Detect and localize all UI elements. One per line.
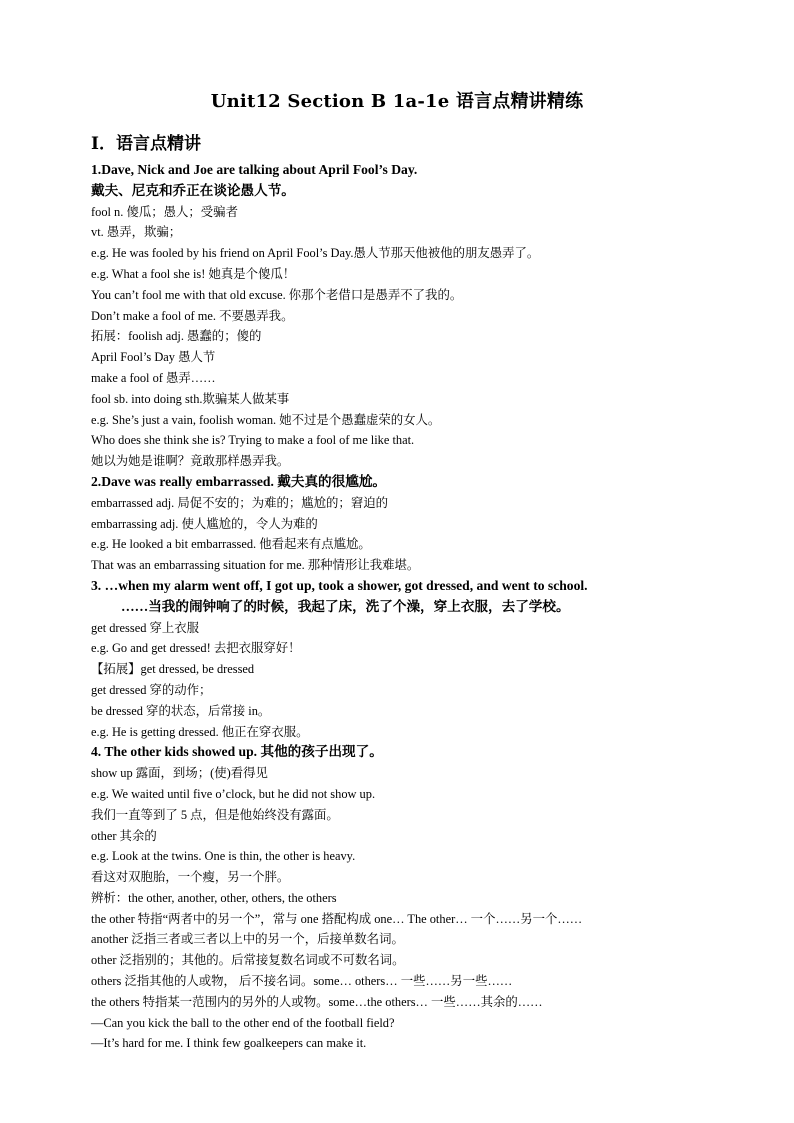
text-line: 她以为她是谁啊？竟敢那样愚弄我。 xyxy=(91,454,290,469)
text-line: embarrassed adj. 局促不安的；为难的；尴尬的；窘迫的 xyxy=(91,495,388,510)
text-line: —It’s hard for me. I think few goalkeepers can make it. xyxy=(91,1036,367,1051)
text-line: e.g. Look at the twins. One is thin, the other is heavy. xyxy=(91,849,356,864)
text-line: other 泛指别的；其他的。后常接复数名词或不可数名词。 xyxy=(91,953,405,968)
text-line: Don’t make a fool of me. 不要愚弄我。 xyxy=(91,308,294,323)
text-line: the other 特指“两者中的另一个”，常与 one 搭配构成 one… The other… 一个……另一个…… xyxy=(91,911,583,926)
text-line: embarrassing adj. 使人尴尬的，令人为难的 xyxy=(91,516,318,531)
text-line: 3. …when my alarm went off, I got up, took a shower, got dressed, and went to school. xyxy=(91,577,588,593)
text-line: e.g. We waited until five o’clock, but he did not show up. xyxy=(91,786,376,801)
text-line: make a fool of 愚弄…… xyxy=(91,370,216,385)
text-line: You can’t fool me with that old excuse. 你那个老借口是愚弄不了我的。 xyxy=(91,287,463,302)
document-body xyxy=(91,160,721,1054)
text-line: That was an embarrassing situation for me. 那种情形让我难堪。 xyxy=(91,558,420,573)
text-line: get dressed 穿的动作； xyxy=(91,682,212,697)
text-line: e.g. She’s just a vain, foolish woman. 她不过是个愚蠢虚荣的女人。 xyxy=(91,412,441,427)
text-line: e.g. He looked a bit embarrassed. 他看起来有点尴尬。 xyxy=(91,537,371,552)
text-line: 我们一直等到了 5 点，但是他始终没有露面。 xyxy=(91,807,339,822)
text-line: e.g. What a fool she is! 她真是个傻瓜！ xyxy=(91,266,296,281)
text-line: e.g. He was fooled by his friend on April Fool’s Day.愚人节那天他被他的朋友愚弄了。 xyxy=(91,246,540,261)
text-line: 【拓展】get dressed, be dressed xyxy=(91,662,255,677)
text-line: show up 露面，到场；(使)看得见 xyxy=(91,766,268,781)
section-heading: I．语言点精讲 xyxy=(91,134,201,154)
text-line: 2.Dave was really embarrassed. 戴夫真的很尴尬。 xyxy=(91,473,387,489)
text-line: 戴夫、尼克和乔正在谈论愚人节。 xyxy=(91,182,295,198)
text-line: —Can you kick the ball to the other end of the football field? xyxy=(91,1015,395,1030)
text-line: 拓展：foolish adj. 愚蠢的；傻的 xyxy=(91,329,262,344)
text-line: 辨析：the other, another, other, others, the others xyxy=(91,890,337,905)
text-line: 看这对双胞胎，一个瘦，另一个胖。 xyxy=(91,870,290,885)
text-line: fool sb. into doing sth.欺骗某人做某事 xyxy=(91,391,290,406)
text-line: the others 特指某一范围内的另外的人或物。some…the others… 一些……其余的…… xyxy=(91,994,543,1009)
text-line: ……当我的闹钟响了的时候，我起了床，洗了个澡，穿上衣服，去了学校。 xyxy=(121,598,570,614)
text-line: others 泛指其他的人或物， 后不接名词。some… others… 一些……另一些…… xyxy=(91,974,513,989)
text-line: get dressed 穿上衣服 xyxy=(91,620,200,635)
text-line: e.g. He is getting dressed. 他正在穿衣服。 xyxy=(91,724,309,739)
text-line: another 泛指三者或三者以上中的另一个，后接单数名词。 xyxy=(91,932,404,947)
document-title: Unit12 Section B 1a-1e 语言点精讲精练 xyxy=(210,91,584,112)
text-line: 4. The other kids showed up. 其他的孩子出现了。 xyxy=(91,744,383,760)
text-line: other 其余的 xyxy=(91,828,157,843)
text-line: vt. 愚弄，欺骗； xyxy=(91,225,182,240)
text-line: Who does she think she is? Trying to make a fool of me like that. xyxy=(91,433,415,448)
text-line: 1.Dave, Nick and Joe are talking about April Fool’s Day. xyxy=(91,162,418,177)
text-line: e.g. Go and get dressed! 去把衣服穿好！ xyxy=(91,641,301,656)
text-line: fool n. 傻瓜；愚人；受骗者 xyxy=(91,204,238,219)
text-line: be dressed 穿的状态，后常接 in。 xyxy=(91,703,271,718)
text-line: April Fool’s Day 愚人节 xyxy=(91,350,216,365)
